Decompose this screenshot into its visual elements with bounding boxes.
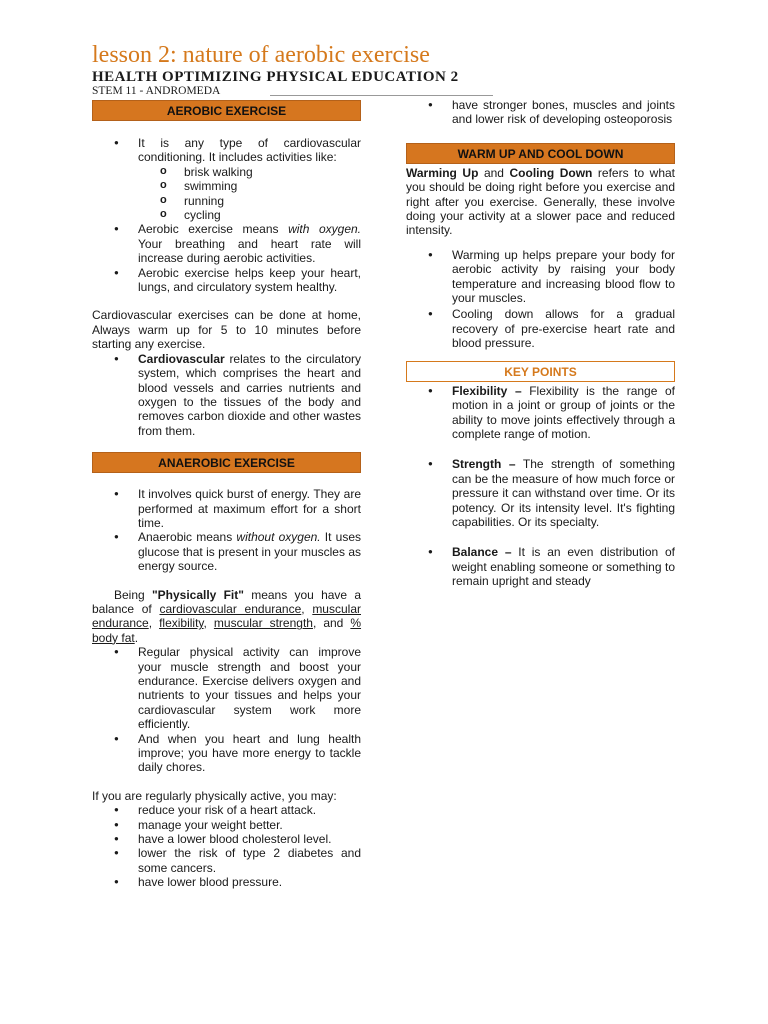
key-point-item (406, 384, 675, 442)
text: It uses glucose that is present in your muscles as energy source. (138, 530, 361, 574)
fitness-component: flexibility (159, 616, 204, 631)
text: refers to what you should be doing right before you exercise and right after you exercise. Generally, these involve doing your activity at a slower pace and reduced intensity. (406, 165, 676, 238)
benefits-continued-list (406, 98, 675, 127)
list-item (92, 352, 361, 438)
list-item: ● have a lower blood cholesterol level. (92, 832, 361, 846)
definition: relates to the circulatory system, which comprises the heart and blood vessels and carries nutrients and oxygen to the tissues of the body and removes carbon dioxide and other wastes from them. (138, 351, 361, 438)
list-item: ● reduce your risk of a heart attack. (92, 803, 361, 817)
warmup-heading: WARM UP AND COOL DOWN (406, 143, 675, 164)
list-item: ● Regular physical activity can improve your muscle strength and boost your endurance. Exercise delivers oxygen and nutrients to your tissues and helps your cardiovascular system work more efficiently. (92, 645, 361, 731)
class-name: STEM 11 - ANDROMEDA (92, 85, 221, 97)
fitness-paragraph: Being "Physically Fit" means you have a balance of cardiovascular endurance, muscular endurance, flexibility, muscular strength, and % body fat. (92, 587, 362, 645)
list-item: ● have lower blood pressure. (92, 875, 361, 889)
list-item: ● It is any type of cardiovascular conditioning. It includes activities like: (92, 136, 361, 165)
list-item: ● lower the risk of type 2 diabetes and some cancers. (92, 846, 361, 875)
key-point-item (406, 457, 675, 529)
active-intro: If you are regularly physically active, you may: (92, 788, 337, 803)
list-item: ● And when you heart and lung health improve; you have more energy to tackle daily chores. (92, 732, 361, 775)
fitness-list (92, 645, 361, 775)
term: Warming Up (406, 165, 479, 180)
activity-item: o cycling (92, 208, 361, 222)
course-subtitle: HEALTH OPTIMIZING PHYSICAL EDUCATION 2 (92, 69, 459, 85)
text: Anaerobic means (138, 530, 237, 545)
key-text: It is an even distribution of weight enabling someone or something to remain upright and steady (452, 545, 675, 589)
list-item (92, 530, 361, 573)
text: Being (114, 587, 152, 602)
key-text: The strength of something can be the measure of how much force or pressure it can withstand over time. Or its potency. Or its intensity level. It's fighting capabilities. Or its specialty. (452, 457, 676, 529)
key-term: Flexibility – (452, 383, 522, 398)
emphasis: without oxygen. (236, 530, 321, 545)
list-item (92, 222, 361, 265)
warmup-paragraph (406, 166, 675, 238)
key-term: Balance – (452, 545, 512, 560)
emphasis: with oxygen. (288, 222, 362, 237)
text: means you have a balance of (92, 587, 362, 616)
paragraph: Cardiovascular exercises can be done at home, Always warm up for 5 to 10 minutes before starting any exercise. (92, 308, 361, 352)
fitness-component: muscular endurance (92, 601, 361, 631)
list-item: ● Cooling down allows for a gradual recovery of pre-exercise heart rate and blood pressure. (406, 307, 675, 350)
aerobic-list (92, 136, 361, 165)
text: and (478, 165, 510, 180)
key-term: Strength – (452, 457, 516, 472)
activity-sublist (92, 165, 361, 223)
activity-item: o brisk walking (92, 165, 361, 179)
header-divider (270, 95, 493, 96)
right-column (406, 98, 675, 589)
fitness-component: muscular strength (213, 616, 313, 631)
key-points-heading: KEY POINTS (406, 361, 675, 382)
aerobic-list-cont (92, 222, 361, 294)
text: Aerobic exercise means (138, 222, 289, 237)
list-item: ● manage your weight better. (92, 818, 361, 832)
list-item: ● Aerobic exercise helps keep your heart, lungs, and circulatory system healthy. (92, 266, 361, 295)
activity-item: o swimming (92, 179, 361, 193)
term: Cooling Down (509, 165, 593, 180)
list-item: ● It involves quick burst of energy. They are performed at maximum effort for a short time. (92, 487, 361, 530)
active-benefits-list (92, 803, 361, 889)
key-points-list (406, 384, 675, 589)
term: "Physically Fit" (151, 587, 244, 602)
page-title: lesson 2: nature of aerobic exercise (92, 42, 430, 68)
text: Your breathing and heart rate will increase during aerobic activities. (138, 236, 361, 266)
fitness-component: % body fat (92, 616, 362, 645)
anaerobic-heading: ANAEROBIC EXERCISE (92, 452, 361, 473)
cardio-list (92, 352, 361, 438)
list-item: ● have stronger bones, muscles and joints and lower risk of developing osteoporosis (406, 98, 675, 127)
activity-item: o running (92, 194, 361, 208)
fitness-component: cardiovascular endurance (159, 601, 302, 616)
key-text: Flexibility is the range of motion in a joint or group of joints or the ability to move joints effectively through a complete range of motion. (452, 383, 675, 441)
anaerobic-list (92, 487, 361, 573)
left-column (92, 100, 361, 890)
aerobic-heading: AEROBIC EXERCISE (92, 100, 361, 121)
key-point-item (406, 545, 675, 588)
warmup-list (406, 248, 675, 351)
term: Cardiovascular (138, 351, 225, 366)
list-item: ● Warming up helps prepare your body for aerobic activity by raising your body temperature and increasing blood flow to your muscles. (406, 248, 675, 306)
